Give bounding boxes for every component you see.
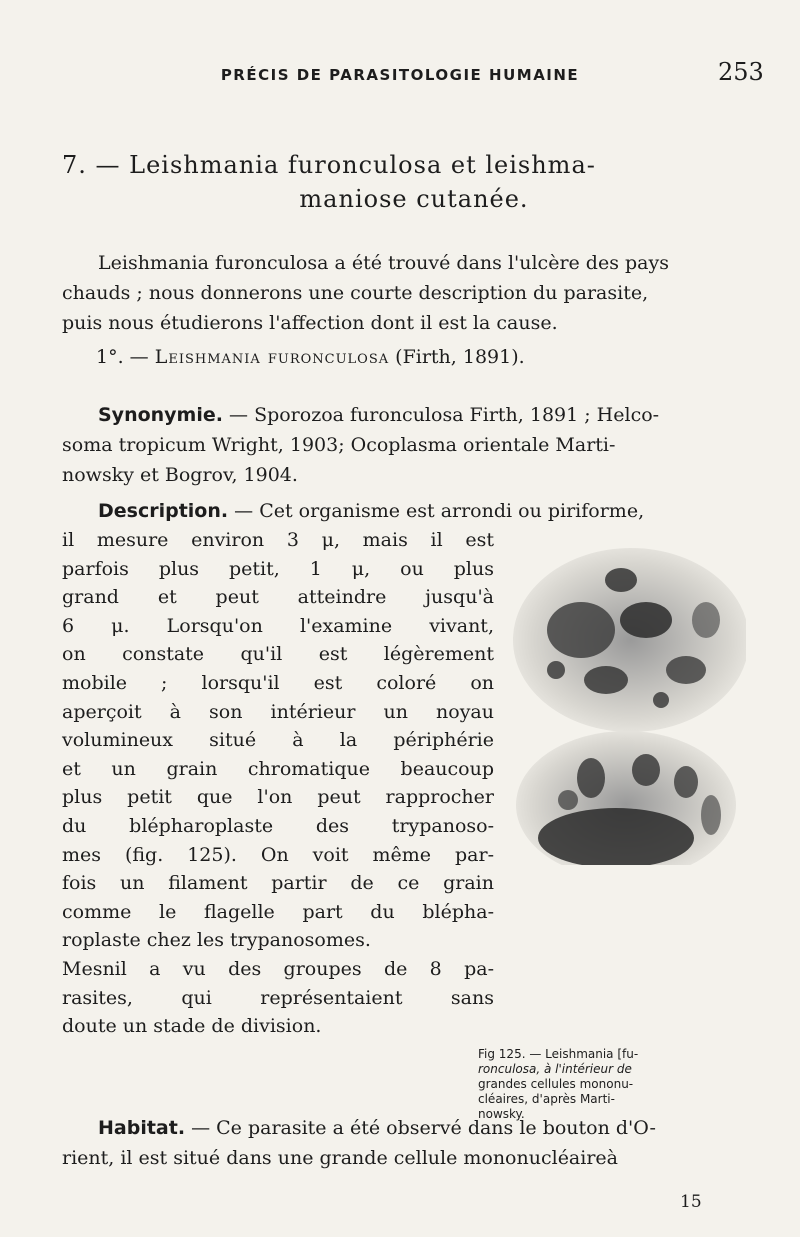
intro-line: chauds ; nous donnerons une courte description du parasite, xyxy=(62,282,649,304)
description-line: mobile ; lorsqu'il est coloré on xyxy=(62,671,494,694)
description-line: plus petit que l'on peut rapprocher xyxy=(62,786,494,809)
synonymy-paragraph xyxy=(62,400,744,490)
habitat-label: Habitat. xyxy=(98,1117,186,1139)
description-line: rasites, qui représentaient sans xyxy=(62,986,494,1009)
running-title: PRÉCIS DE PARASITOLOGIE HUMAINE xyxy=(220,66,580,84)
description-line: aperçoit à son intérieur un noyau xyxy=(62,700,494,723)
description-line: fois un filament partir de ce grain xyxy=(62,872,494,895)
chapter-title-line-2: maniose cutanée. xyxy=(299,185,529,213)
figure-caption xyxy=(478,1047,748,1122)
description-line: parfois plus petit, 1 μ, ou plus xyxy=(62,557,494,580)
description-line: 6 μ. Lorsqu'on l'examine vivant, xyxy=(62,614,494,637)
habitat-line: rient, il est situé dans une grande cellule mononucléaireà xyxy=(62,1147,618,1169)
description-line: on constate qu'il est légèrement xyxy=(62,643,494,666)
section-heading xyxy=(96,346,525,368)
description-line: comme le flagelle part du blépha- xyxy=(62,900,494,923)
caption-line: grandes cellules mononu- xyxy=(478,1077,634,1091)
description-line: mes (fig. 125). On voit même par- xyxy=(62,843,494,866)
habitat-line: — Ce parasite a été observé dans le bouton d'O- xyxy=(185,1117,656,1139)
section-author: (Firth, 1891). xyxy=(395,346,525,368)
habitat-paragraph xyxy=(62,1113,744,1173)
description-line: — Cet organisme est arrondi ou piriforme, xyxy=(228,500,645,522)
section-title: Leishmania furonculosa xyxy=(154,346,390,368)
description-line: grand et peut atteindre jusqu'à xyxy=(62,586,494,609)
intro-line: puis nous étudierons l'affection dont il est la cause. xyxy=(62,312,558,334)
caption-line: Fig 125. — Leishmania [fu- xyxy=(478,1047,639,1061)
description-paragraph xyxy=(62,526,494,1041)
description-label: Description. xyxy=(98,500,229,522)
caption-line: cléaires, d'après Marti- xyxy=(478,1092,615,1106)
synonymy-label: Synonymie. xyxy=(98,404,223,426)
page-number: 253 xyxy=(718,58,764,86)
description-line: et un grain chromatique beaucoup xyxy=(62,757,494,780)
description-line: Mesnil a vu des groupes de 8 pa- xyxy=(62,957,494,980)
intro-paragraph xyxy=(62,248,744,338)
description-line: doute un stade de division. xyxy=(62,1015,322,1038)
synonymy-line: — Sporozoa furonculosa Firth, 1891 ; Helco- xyxy=(222,404,660,426)
description-line: du blépharoplaste des trypanoso- xyxy=(62,814,494,837)
upper-cell-nucleus xyxy=(547,602,615,658)
description-line: roplaste chez les trypanosomes. xyxy=(62,929,371,952)
synonymy-line: nowsky et Bogrov, 1904. xyxy=(62,464,298,486)
section-number: 1°. — xyxy=(96,346,149,368)
figure-125-illustration xyxy=(496,520,746,865)
intro-line: Leishmania furonculosa a été trouvé dans l'ulcère des pays xyxy=(98,252,669,274)
caption-line: nowsky. xyxy=(478,1107,525,1121)
description-line: il mesure environ 3 μ, mais il est xyxy=(62,529,494,551)
cell-drawing xyxy=(496,520,746,865)
caption-line: ronculosa, à l'intérieur de xyxy=(478,1062,632,1076)
description-line: volumineux situé à la périphérie xyxy=(62,729,494,752)
signature-mark: 15 xyxy=(680,1192,702,1212)
chapter-title xyxy=(62,148,742,216)
synonymy-line: soma tropicum Wright, 1903; Ocoplasma orientale Marti- xyxy=(62,434,616,456)
chapter-title-line-1: 7. — Leishmania furonculosa et leishma- xyxy=(62,151,596,179)
